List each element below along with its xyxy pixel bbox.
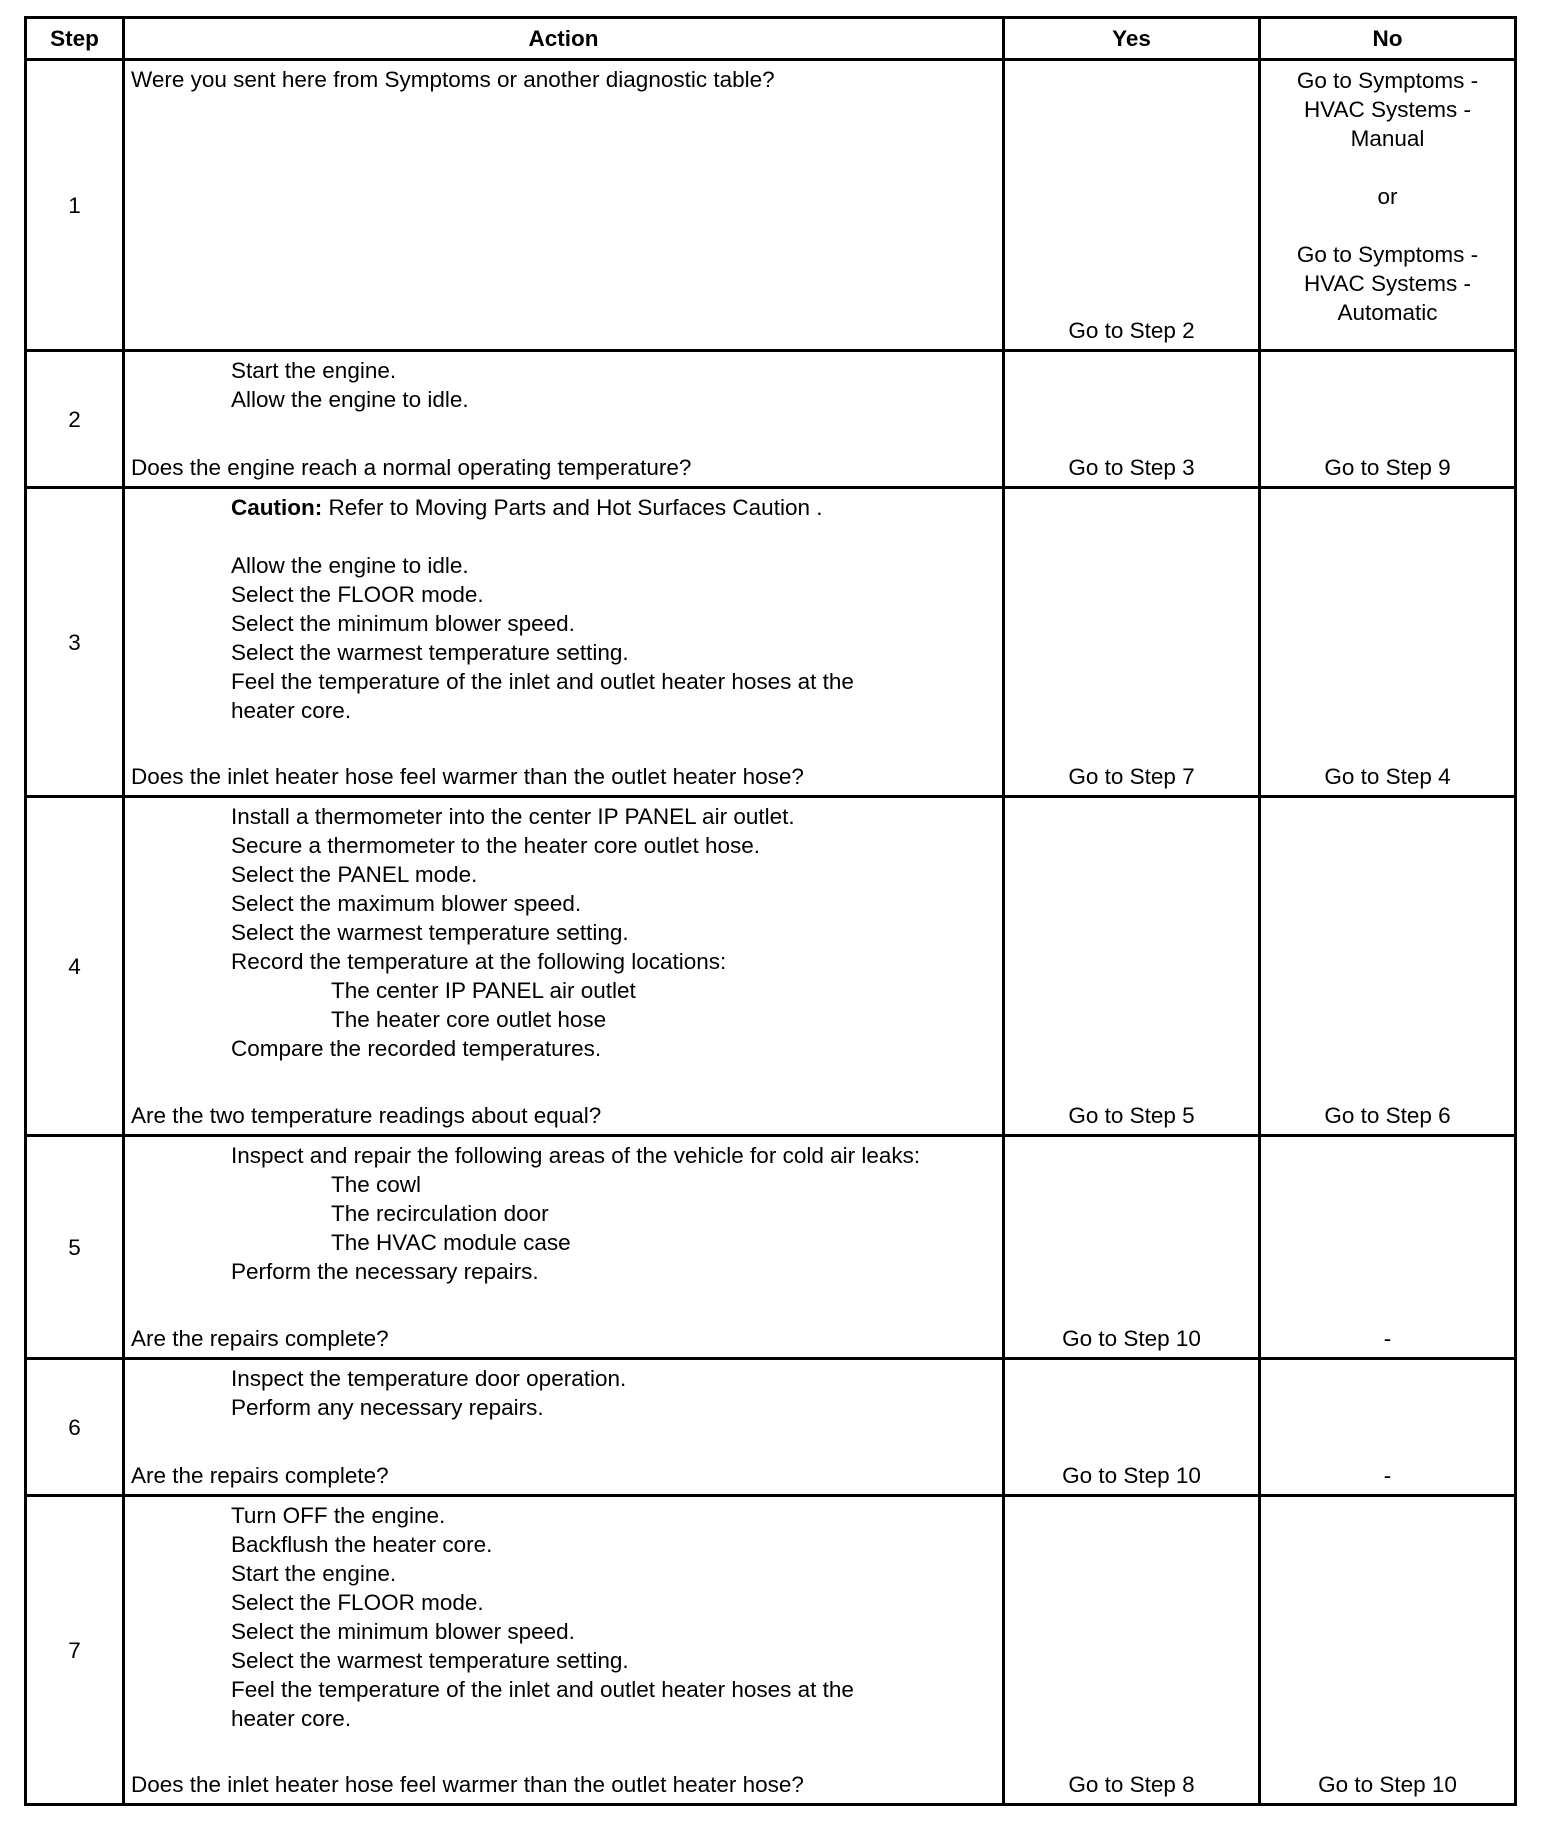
instruction-list	[131, 802, 998, 1063]
no-link[interactable]: Go to Step 10	[1318, 1772, 1457, 1797]
action-cell	[124, 797, 1004, 1136]
instruction: Turn OFF the engine.	[231, 1503, 446, 1528]
instruction: heater core.	[231, 698, 352, 723]
instruction: Feel the temperature of the inlet and outlet heater hoses at the	[231, 669, 854, 694]
yes-cell	[1004, 1496, 1260, 1805]
instruction: Allow the engine to idle.	[231, 553, 469, 578]
table-row-step-6	[26, 1359, 1516, 1496]
instruction: Allow the engine to idle.	[231, 387, 469, 412]
table-row-step-7	[26, 1496, 1516, 1805]
action-cell	[124, 60, 1004, 351]
table-row-step-2	[26, 351, 1516, 488]
instruction: heater core.	[231, 1706, 352, 1731]
instruction: Record the temperature at the following locations:	[231, 949, 727, 974]
step-number: 4	[26, 797, 124, 1136]
yes-link[interactable]: Go to Step 8	[1068, 1772, 1195, 1797]
instruction: Secure a thermometer to the heater core outlet hose.	[231, 833, 761, 858]
action-question: Does the engine reach a normal operating temperature?	[131, 455, 692, 480]
no-options	[1261, 61, 1514, 327]
yes-cell	[1004, 1136, 1260, 1359]
no-link[interactable]: Go to Step 4	[1324, 764, 1451, 789]
sub-instruction: The center IP PANEL air outlet	[331, 978, 636, 1003]
no-link[interactable]: Go to Step 9	[1324, 455, 1451, 480]
instruction: Compare the recorded temperatures.	[231, 1036, 602, 1061]
step-number: 7	[26, 1496, 124, 1805]
instruction: Select the warmest temperature setting.	[231, 640, 629, 665]
action-question: Are the repairs complete?	[131, 1326, 389, 1351]
caution-line	[131, 493, 998, 522]
action-cell	[124, 351, 1004, 488]
instruction-list	[131, 356, 998, 414]
no-cell	[1260, 1496, 1516, 1805]
header-no: No	[1260, 18, 1516, 60]
header-action: Action	[124, 18, 1004, 60]
table-row-step-1	[26, 60, 1516, 351]
step-number: 6	[26, 1359, 124, 1496]
no-cell	[1260, 351, 1516, 488]
instruction-list	[131, 1501, 998, 1733]
instruction: Select the minimum blower speed.	[231, 611, 575, 636]
action-question: Does the inlet heater hose feel warmer than the outlet heater hose?	[131, 1772, 804, 1797]
diagnostic-table	[24, 16, 1517, 1806]
yes-cell	[1004, 1359, 1260, 1496]
sub-instruction: The recirculation door	[331, 1201, 549, 1226]
yes-link[interactable]: Go to Step 5	[1068, 1103, 1195, 1128]
no-value: -	[1383, 1463, 1392, 1488]
no-line: or	[1377, 184, 1398, 209]
no-line[interactable]: Go to Symptoms -	[1296, 242, 1479, 267]
instruction-list	[131, 493, 998, 725]
sub-instruction: The cowl	[331, 1172, 422, 1197]
step-number: 1	[26, 60, 124, 351]
step-number: 3	[26, 488, 124, 797]
instruction: Start the engine.	[231, 358, 397, 383]
header-yes: Yes	[1004, 18, 1260, 60]
instruction: Feel the temperature of the inlet and outlet heater hoses at the	[231, 1677, 854, 1702]
no-cell	[1260, 60, 1516, 351]
yes-cell	[1004, 351, 1260, 488]
instruction: Perform the necessary repairs.	[231, 1259, 539, 1284]
header-step: Step	[26, 18, 124, 60]
action-question: Were you sent here from Symptoms or another diagnostic table?	[131, 67, 775, 92]
table-row-step-3	[26, 488, 1516, 797]
yes-link[interactable]: Go to Step 2	[1068, 318, 1195, 343]
action-cell	[124, 1136, 1004, 1359]
no-line	[1261, 153, 1514, 182]
action-cell	[124, 1496, 1004, 1805]
step-number: 2	[26, 351, 124, 488]
no-link[interactable]: Go to Step 6	[1324, 1103, 1451, 1128]
instruction: Select the minimum blower speed.	[231, 1619, 575, 1644]
instruction: Install a thermometer into the center IP PANEL air outlet.	[231, 804, 795, 829]
header-row	[26, 18, 1516, 60]
instruction-list	[131, 1364, 998, 1422]
no-line	[1261, 211, 1514, 240]
no-line[interactable]: HVAC Systems -	[1303, 271, 1472, 296]
caution-text[interactable]: Refer to Moving Parts and Hot Surfaces Caution .	[322, 495, 823, 520]
action-cell	[124, 488, 1004, 797]
no-line[interactable]: Go to Symptoms -	[1296, 68, 1479, 93]
no-value: -	[1383, 1326, 1392, 1351]
no-cell	[1260, 488, 1516, 797]
instruction: Perform any necessary repairs.	[231, 1395, 544, 1420]
yes-cell	[1004, 60, 1260, 351]
no-cell	[1260, 1359, 1516, 1496]
no-line[interactable]: HVAC Systems -	[1303, 97, 1472, 122]
instruction: Backflush the heater core.	[231, 1532, 493, 1557]
table-row-step-5	[26, 1136, 1516, 1359]
action-cell	[124, 1359, 1004, 1496]
yes-link[interactable]: Go to Step 10	[1062, 1463, 1201, 1488]
sub-instruction: The HVAC module case	[331, 1230, 571, 1255]
no-cell	[1260, 797, 1516, 1136]
action-question: Are the repairs complete?	[131, 1463, 389, 1488]
action-question: Does the inlet heater hose feel warmer than the outlet heater hose?	[131, 764, 804, 789]
instruction: Select the warmest temperature setting.	[231, 920, 629, 945]
instruction: Select the FLOOR mode.	[231, 582, 484, 607]
no-line[interactable]: Manual	[1350, 126, 1425, 151]
blank-line	[131, 522, 998, 551]
instruction: Start the engine.	[231, 1561, 397, 1586]
yes-cell	[1004, 797, 1260, 1136]
instruction: Inspect the temperature door operation.	[231, 1366, 627, 1391]
caution-label: Caution:	[231, 495, 323, 520]
instruction: Inspect and repair the following areas of the vehicle for cold air leaks:	[231, 1143, 921, 1168]
instruction: Select the FLOOR mode.	[231, 1590, 484, 1615]
no-line[interactable]: Automatic	[1337, 300, 1438, 325]
no-cell	[1260, 1136, 1516, 1359]
table-row-step-4	[26, 797, 1516, 1136]
instruction: Select the PANEL mode.	[231, 862, 478, 887]
yes-link[interactable]: Go to Step 10	[1062, 1326, 1201, 1351]
action-question: Are the two temperature readings about equal?	[131, 1103, 602, 1128]
instruction: Select the warmest temperature setting.	[231, 1648, 629, 1673]
sub-instruction: The heater core outlet hose	[331, 1007, 607, 1032]
yes-cell	[1004, 488, 1260, 797]
step-number: 5	[26, 1136, 124, 1359]
yes-link[interactable]: Go to Step 3	[1068, 455, 1195, 480]
instruction: Select the maximum blower speed.	[231, 891, 582, 916]
yes-link[interactable]: Go to Step 7	[1068, 764, 1195, 789]
instruction-list	[131, 1141, 998, 1286]
